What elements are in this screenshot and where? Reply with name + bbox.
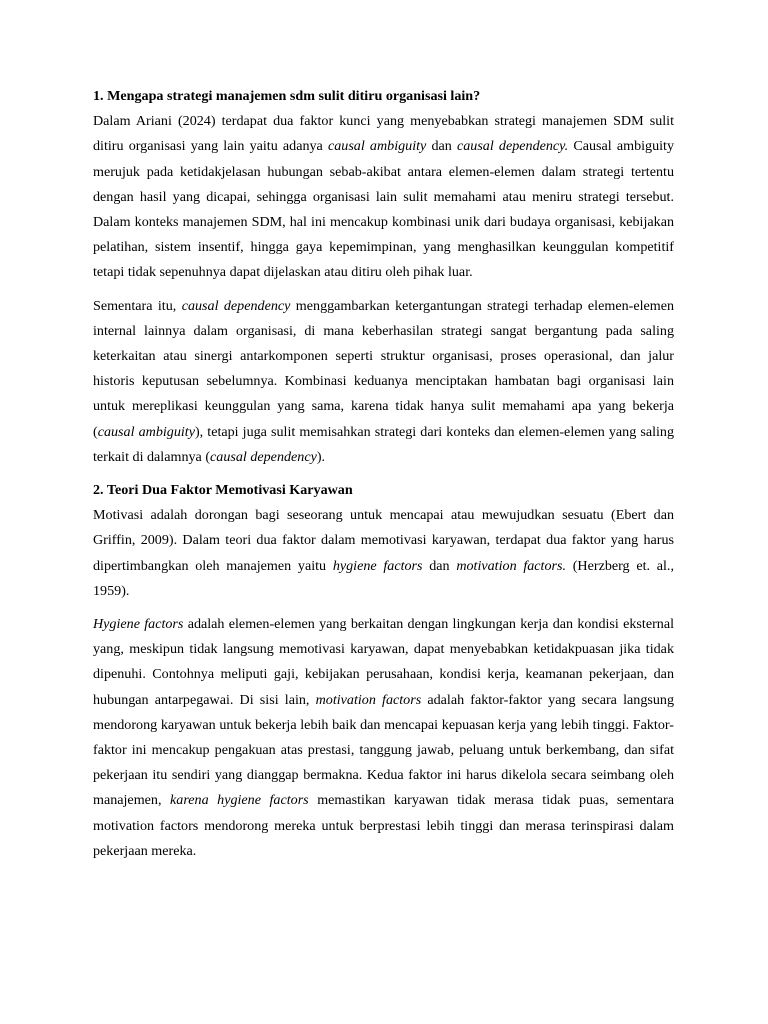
- text-run: (Herzberg et. al., 1959).: [93, 557, 674, 599]
- section-1-paragraph-1: [93, 109, 674, 285]
- text-run: memastikan karyawan tidak merasa tidak puas, sementara motivation factors mendorong mereka untuk berprestasi lebih tinggi dan merasa terinspirasi dalam pekerjaan mereka.: [93, 792, 674, 859]
- italic-term: motivation factors.: [456, 557, 567, 574]
- text-run: Motivasi adalah dorongan bagi seseorang untuk mencapai atau mewujudkan sesuatu (Ebert dan Griffin, 2009). Dalam teori dua faktor dalam memotivasi karyawan, terdapat dua faktor yang harus dipertimbangkan oleh manajemen yaitu: [93, 507, 674, 574]
- text-run: Causal ambiguity merujuk pada ketidakjelasan hubungan sebab-akibat antara elemen-elemen dalam strategi tertentu dengan hasil yang dicapai, sehingga organisasi lain sulit memahami atau meniru strategi tersebut. Dalam konteks manajemen SDM, hal ini mencakup kombinasi unik dari budaya organisasi, kebijakan pelatihan, sistem insentif, hingga gaya kepemimpinan, yang menghasilkan keunggulan kompetitif tetapi tidak sepenuhnya dapat dijelaskan atau ditiru oleh pihak luar.: [93, 138, 675, 281]
- text-run: Dalam Ariani (2024) terdapat dua faktor kunci yang menyebabkan strategi manajemen SDM sulit ditiru organisasi yang lain yaitu adanya: [93, 113, 674, 155]
- italic-term: causal dependency: [210, 448, 317, 465]
- text-run: menggambarkan ketergantungan strategi terhadap elemen-elemen internal lainnya dalam organisasi, di mana keberhasilan strategi sangat bergantung pada saling keterkaitan atau sinergi antarkomponen seperti struktur organisasi, proses operasional, dan jalur historis keputusan sebelumnya. Kombinasi keduanya menciptakan hambatan bagi organisasi lain untuk mereplikasi keunggulan yang sama, karena tidak hanya sulit memahami apa yang bekerja (: [93, 297, 675, 440]
- italic-term: karena hygiene factors: [170, 792, 309, 809]
- italic-term: hygiene factors: [332, 557, 423, 574]
- document-page: [93, 84, 674, 872]
- italic-term: motivation factors: [315, 691, 422, 708]
- text-run: dan: [426, 138, 457, 155]
- text-run: adalah faktor-faktor yang secara langsung mendorong karyawan untuk bekerja lebih baik dan mencapai kepuasan kerja yang lebih tinggi. Faktor-faktor ini mencakup pengakuan atas prestasi, tanggung jawab, peluang untuk berkembang, dan sifat pekerjaan itu sendiri yang dianggap bermakna. Kedua faktor ini harus dikelola secara seimbang oleh manajemen,: [93, 691, 674, 809]
- section-1-paragraph-2: [93, 294, 674, 470]
- section-2-heading: 2. Teori Dua Faktor Memotivasi Karyawan: [93, 482, 353, 499]
- section-2-paragraph-2: [93, 612, 674, 864]
- italic-term: Hygiene factors: [93, 616, 184, 633]
- text-run: Sementara itu,: [93, 297, 182, 314]
- text-run: adalah elemen-elemen yang berkaitan dengan lingkungan kerja dan kondisi eksternal yang, meskipun tidak langsung memotivasi karyawan, dapat menyebabkan ketidakpuasan jika tidak dipenuhi. Contohnya meliputi gaji, kebijakan perusahaan, kondisi kerja, keamanan pekerjaan, dan hubungan antarpegawai. Di sisi lain,: [93, 616, 674, 708]
- text-run: ), tetapi juga sulit memisahkan strategi dari konteks dan elemen-elemen yang saling terkait di dalamnya (: [93, 423, 674, 465]
- italic-term: causal dependency: [181, 297, 291, 314]
- section-1-heading: 1. Mengapa strategi manajemen sdm sulit ditiru organisasi lain?: [93, 88, 481, 104]
- italic-term: causal ambiguity: [327, 138, 427, 155]
- italic-term: causal dependency.: [456, 138, 569, 155]
- text-run: dan: [422, 557, 457, 574]
- italic-term: causal ambiguity: [97, 423, 195, 440]
- text-run: ).: [316, 448, 326, 465]
- section-2-paragraph-1: [93, 503, 674, 604]
